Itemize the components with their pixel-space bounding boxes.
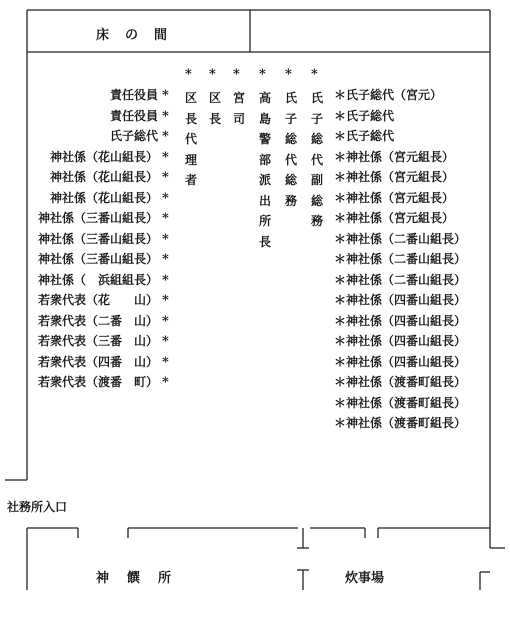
right-seat-label: ＊神社係（宮元組長） <box>334 211 455 225</box>
left-seat-marker: * <box>162 272 169 288</box>
middle-seat-label: 区長代理者 <box>184 91 197 187</box>
left-seat-label: 神社係（花山組長） <box>49 190 158 205</box>
left-seat-marker: * <box>162 375 169 390</box>
left-seat-label: 神社係（三番山組長） <box>37 231 158 246</box>
left-seat-label: 神社係（花山組長） <box>49 149 158 164</box>
left-seat-marker: * <box>162 252 169 267</box>
right-seat-label: ＊神社係（四番山組長） <box>334 354 467 369</box>
tokonoma-label: 床の間 <box>96 28 184 43</box>
left-seat-marker: * <box>162 190 169 206</box>
middle-seat-marker: * <box>259 67 266 82</box>
left-seat-marker: * <box>162 293 169 308</box>
left-seat-marker: * <box>162 88 169 103</box>
right-seat-label: ＊神社係（宮元組長） <box>334 149 455 164</box>
right-seat-label: ＊神社係（渡番町組長） <box>334 375 467 389</box>
left-seat-marker: * <box>162 149 169 165</box>
left-seat-marker: * <box>162 231 169 247</box>
left-seat-label: 神社係（三番山組長） <box>37 252 158 266</box>
left-seat-label: 責任役員 <box>109 88 158 102</box>
middle-seat-label: 氏子総代副総務 <box>310 91 323 228</box>
left-seat-label: 神社係（花山組長） <box>49 170 158 184</box>
right-seat-label: ＊神社係（宮元組長） <box>334 190 455 205</box>
left-seat-marker: * <box>162 313 169 329</box>
right-seat-label: ＊神社係（四番山組長） <box>334 313 467 328</box>
left-seat-label: 若衆代表（四番 山） <box>37 354 158 369</box>
left-seat-label: 若衆代表（二番 山） <box>37 313 158 328</box>
right-seat-label: ＊氏子総代 <box>334 129 395 143</box>
right-seat-label: ＊氏子総代（宮元） <box>334 88 443 102</box>
left-seat-label: 若衆代表（花 山） <box>37 293 158 307</box>
right-seat-label: ＊神社係（宮元組長） <box>334 170 455 184</box>
left-seat-marker: * <box>162 129 169 144</box>
middle-seat-marker: * <box>285 67 292 82</box>
right-seat-label: ＊神社係（二番山組長） <box>334 272 467 287</box>
left-seat-marker: * <box>162 334 169 349</box>
left-seat-marker: * <box>162 108 169 124</box>
entrance-label: 社務所入口 <box>7 500 68 514</box>
middle-seat-marker: * <box>209 67 216 82</box>
middle-seat-label: 高島警部派出所長 <box>258 91 271 249</box>
left-seat-label: 若衆代表（渡番 町） <box>37 375 158 389</box>
kitchen-label: 炊事場 <box>345 571 385 586</box>
middle-seat-marker: * <box>233 67 240 82</box>
middle-seat-marker: * <box>311 67 318 82</box>
left-seat-label: 神社係（ 浜組組長） <box>37 272 158 287</box>
right-seat-label: ＊神社係（二番山組長） <box>334 231 467 246</box>
middle-seat-marker: * <box>185 67 192 82</box>
right-seat-label: ＊神社係（渡番町組長） <box>334 395 467 410</box>
left-seat-label: 氏子総代 <box>109 129 158 143</box>
middle-seat-label: 区長 <box>208 91 221 126</box>
right-seat-label: ＊氏子総代 <box>334 108 395 123</box>
left-seat-marker: * <box>162 354 169 370</box>
right-seat-label: ＊神社係（二番山組長） <box>334 252 467 266</box>
right-seat-label: ＊神社係（四番山組長） <box>334 293 467 307</box>
left-seat-label: 若衆代表（三番 山） <box>37 334 158 348</box>
right-seat-label: ＊神社係（渡番町組長） <box>334 416 467 430</box>
middle-seat-label: 宮司 <box>232 91 245 126</box>
right-seat-label: ＊神社係（四番山組長） <box>334 334 467 348</box>
left-seat-marker: * <box>162 170 169 185</box>
middle-seat-label: 氏子総代総務 <box>284 91 297 208</box>
left-seat-label: 神社係（三番山組長） <box>37 211 158 225</box>
shinsen-room-label: 神饌所 <box>96 571 190 586</box>
left-seat-marker: * <box>162 211 169 226</box>
left-seat-label: 責任役員 <box>109 108 158 123</box>
